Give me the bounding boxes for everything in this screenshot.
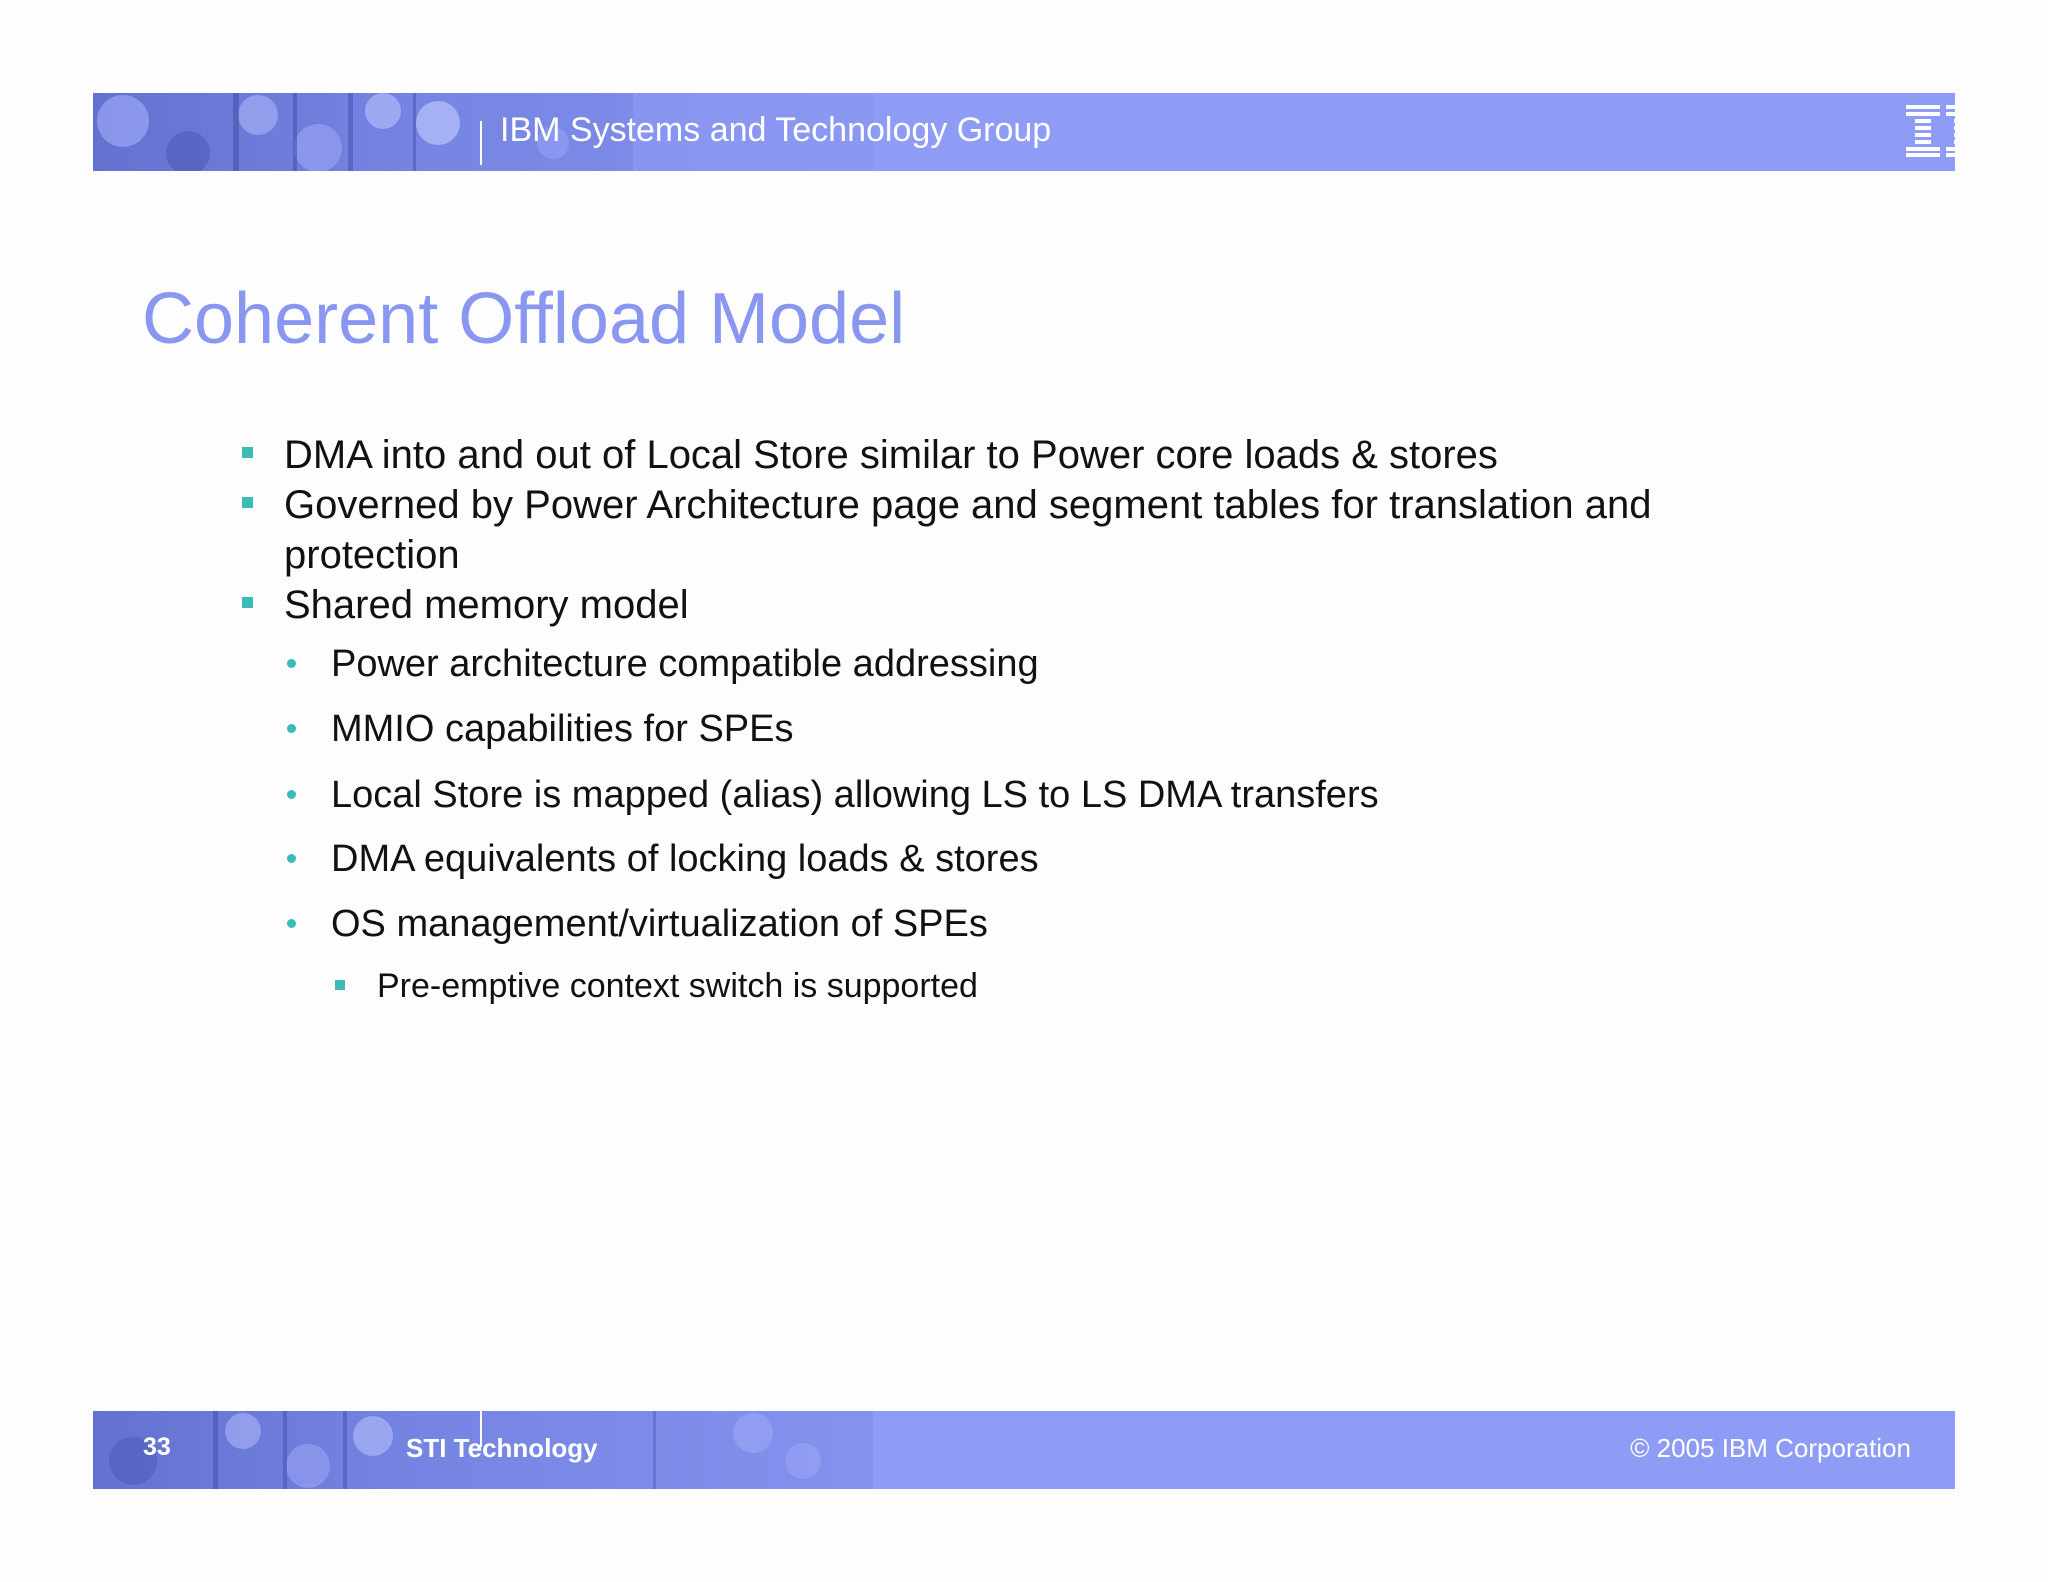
sub-bullet-item <box>331 705 793 753</box>
header-divider <box>480 121 482 165</box>
bullet-text: Shared memory model <box>284 583 689 627</box>
bullet-text: MMIO capabilities for SPEs <box>331 708 794 750</box>
slide-title: Coherent Offload Model <box>142 279 906 359</box>
header-band <box>93 93 1955 171</box>
ibm-logo <box>1906 105 1955 157</box>
dot-bullet-icon <box>287 790 296 799</box>
sub-bullet-item <box>331 835 1039 883</box>
dot-bullet-icon <box>287 854 296 863</box>
sub-bullet-item <box>331 900 988 948</box>
bullet-text: Local Store is mapped (alias) allowing LS to LS DMA transfers <box>331 774 1379 816</box>
square-bullet-icon <box>242 597 253 608</box>
square-bullet-icon <box>242 497 253 508</box>
bullet-text: OS management/virtualization of SPEs <box>331 903 988 945</box>
small-square-bullet-icon <box>335 980 345 990</box>
sub-bullet-item <box>331 640 1039 688</box>
dot-bullet-icon <box>287 724 296 733</box>
bullet-item <box>284 580 689 630</box>
bullet-text: Governed by Power Architecture page and segment tables for translation and <box>284 483 1652 527</box>
page-number: 33 <box>143 1433 171 1461</box>
dot-bullet-icon <box>287 919 296 928</box>
bullet-continuation <box>284 530 460 580</box>
footer-band <box>93 1411 1955 1489</box>
sub-sub-bullet-item <box>377 964 978 1008</box>
footer-copyright: © 2005 IBM Corporation <box>1630 1433 1911 1463</box>
sub-bullet-item <box>331 771 1379 819</box>
bullet-text: Power architecture compatible addressing <box>331 643 1039 685</box>
bullet-text: DMA into and out of Local Store similar to Power core loads & stores <box>284 433 1498 477</box>
header-title: IBM Systems and Technology Group <box>500 111 1052 149</box>
bullet-text: DMA equivalents of locking loads & stores <box>331 838 1039 880</box>
bullet-text: protection <box>284 533 460 577</box>
bullet-item <box>284 480 1651 530</box>
bullet-text: Pre-emptive context switch is supported <box>377 967 978 1005</box>
footer-title: STI Technology <box>406 1433 598 1463</box>
bullet-item <box>284 430 1498 480</box>
square-bullet-icon <box>242 447 253 458</box>
dot-bullet-icon <box>287 659 296 668</box>
